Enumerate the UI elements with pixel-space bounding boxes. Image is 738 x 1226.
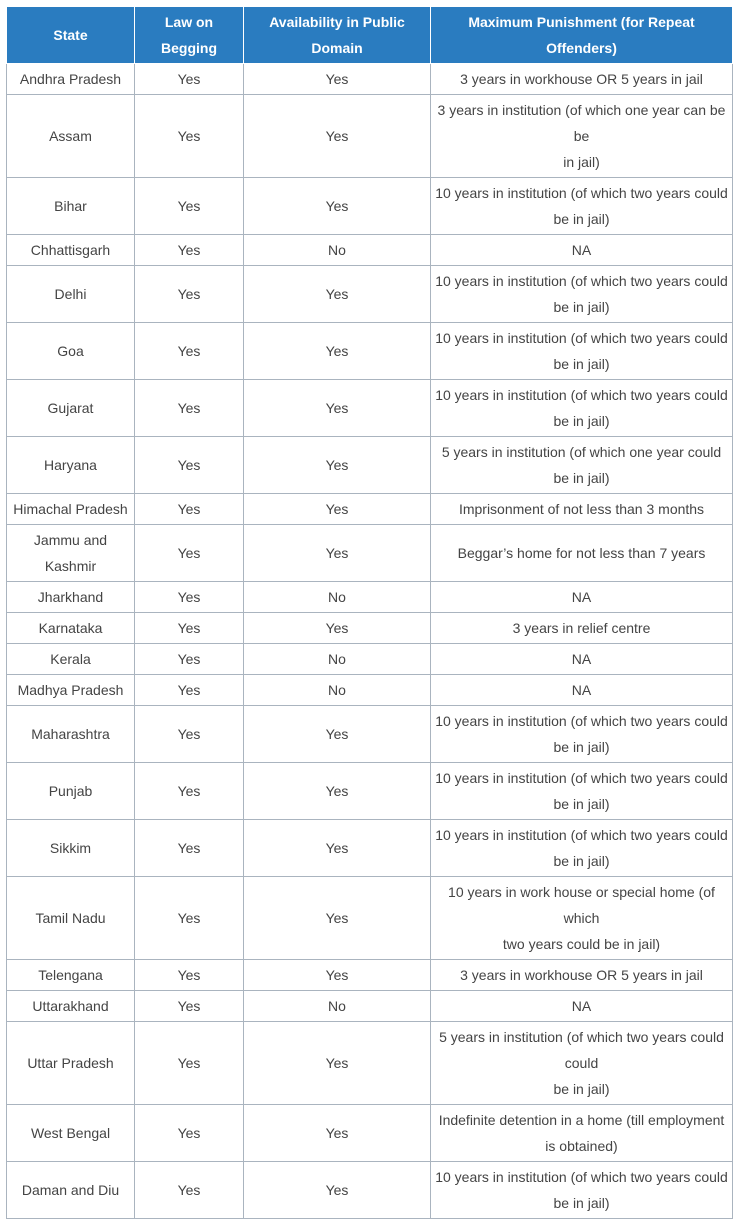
state-cell: Andhra Pradesh (7, 64, 135, 95)
state-cell: Himachal Pradesh (7, 494, 135, 525)
availability-cell: Yes (244, 877, 431, 960)
header-availability: Availability in Public Domain (244, 7, 431, 64)
punishment-cell: 3 years in workhouse OR 5 years in jail (431, 960, 733, 991)
law-cell: Yes (135, 1105, 244, 1162)
header-row (7, 7, 733, 64)
header-law: Law on Begging (135, 7, 244, 64)
availability-cell: Yes (244, 494, 431, 525)
punishment-cell: 10 years in institution (of which two years could be in jail) (431, 1162, 733, 1219)
punishment-cell: 10 years in institution (of which two years could be in jail) (431, 266, 733, 323)
availability-cell: Yes (244, 178, 431, 235)
law-cell: Yes (135, 266, 244, 323)
state-cell: Goa (7, 323, 135, 380)
law-cell: Yes (135, 64, 244, 95)
law-cell: Yes (135, 494, 244, 525)
law-cell: Yes (135, 525, 244, 582)
state-cell: Assam (7, 95, 135, 178)
law-cell: Yes (135, 380, 244, 437)
table-row (7, 706, 733, 763)
state-cell: Maharashtra (7, 706, 135, 763)
state-cell: Telengana (7, 960, 135, 991)
punishment-cell: 10 years in institution (of which two years could be in jail) (431, 820, 733, 877)
state-cell: Sikkim (7, 820, 135, 877)
availability-cell: Yes (244, 763, 431, 820)
punishment-cell: 10 years in institution (of which two years could be in jail) (431, 706, 733, 763)
begging-laws-table (6, 6, 733, 1219)
state-cell: Uttar Pradesh (7, 1022, 135, 1105)
availability-cell: No (244, 582, 431, 613)
punishment-cell: 3 years in workhouse OR 5 years in jail (431, 64, 733, 95)
availability-cell: No (244, 675, 431, 706)
table-row (7, 95, 733, 178)
state-cell: West Bengal (7, 1105, 135, 1162)
table-row (7, 64, 733, 95)
law-cell: Yes (135, 1162, 244, 1219)
table-row (7, 960, 733, 991)
table-row (7, 582, 733, 613)
law-cell: Yes (135, 991, 244, 1022)
availability-cell: Yes (244, 1105, 431, 1162)
table-row (7, 1022, 733, 1105)
punishment-cell: Imprisonment of not less than 3 months (431, 494, 733, 525)
law-cell: Yes (135, 95, 244, 178)
punishment-cell: 10 years in institution (of which two years could be in jail) (431, 380, 733, 437)
availability-cell: Yes (244, 525, 431, 582)
law-cell: Yes (135, 763, 244, 820)
law-cell: Yes (135, 323, 244, 380)
punishment-cell: NA (431, 235, 733, 266)
state-cell: Haryana (7, 437, 135, 494)
table-row (7, 323, 733, 380)
table-row (7, 820, 733, 877)
table-row (7, 877, 733, 960)
law-cell: Yes (135, 644, 244, 675)
law-cell: Yes (135, 706, 244, 763)
punishment-cell: 10 years in institution (of which two years could be in jail) (431, 178, 733, 235)
availability-cell: Yes (244, 323, 431, 380)
availability-cell: Yes (244, 380, 431, 437)
state-cell: Chhattisgarh (7, 235, 135, 266)
table-row (7, 644, 733, 675)
availability-cell: Yes (244, 95, 431, 178)
availability-cell: No (244, 235, 431, 266)
table-row (7, 437, 733, 494)
law-cell: Yes (135, 437, 244, 494)
punishment-cell: 5 years in institution (of which one year could be in jail) (431, 437, 733, 494)
table-row (7, 675, 733, 706)
availability-cell: Yes (244, 1162, 431, 1219)
punishment-cell: Beggar’s home for not less than 7 years (431, 525, 733, 582)
state-cell: Bihar (7, 178, 135, 235)
table-row (7, 235, 733, 266)
law-cell: Yes (135, 235, 244, 266)
availability-cell: Yes (244, 64, 431, 95)
state-cell: Daman and Diu (7, 1162, 135, 1219)
law-cell: Yes (135, 582, 244, 613)
availability-cell: Yes (244, 266, 431, 323)
punishment-cell: 3 years in institution (of which one year can be be in jail) (431, 95, 733, 178)
law-cell: Yes (135, 877, 244, 960)
table-row (7, 1162, 733, 1219)
state-cell: Uttarakhand (7, 991, 135, 1022)
table-row (7, 613, 733, 644)
availability-cell: No (244, 644, 431, 675)
availability-cell: No (244, 991, 431, 1022)
table-row (7, 266, 733, 323)
state-cell: Gujarat (7, 380, 135, 437)
punishment-cell: NA (431, 644, 733, 675)
punishment-cell: Indefinite detention in a home (till employment is obtained) (431, 1105, 733, 1162)
table-row (7, 763, 733, 820)
table-row (7, 494, 733, 525)
law-cell: Yes (135, 820, 244, 877)
law-cell: Yes (135, 675, 244, 706)
table-row (7, 380, 733, 437)
punishment-cell: 10 years in institution (of which two years could be in jail) (431, 323, 733, 380)
table-row (7, 1105, 733, 1162)
state-cell: Punjab (7, 763, 135, 820)
punishment-cell: 5 years in institution (of which two years could could be in jail) (431, 1022, 733, 1105)
availability-cell: Yes (244, 437, 431, 494)
table-row (7, 991, 733, 1022)
state-cell: Jharkhand (7, 582, 135, 613)
state-cell: Jammu and Kashmir (7, 525, 135, 582)
punishment-cell: 3 years in relief centre (431, 613, 733, 644)
table-row (7, 178, 733, 235)
law-cell: Yes (135, 1022, 244, 1105)
punishment-cell: NA (431, 991, 733, 1022)
state-cell: Delhi (7, 266, 135, 323)
law-cell: Yes (135, 178, 244, 235)
state-cell: Tamil Nadu (7, 877, 135, 960)
state-cell: Kerala (7, 644, 135, 675)
availability-cell: Yes (244, 613, 431, 644)
state-cell: Karnataka (7, 613, 135, 644)
punishment-cell: NA (431, 675, 733, 706)
table-row (7, 525, 733, 582)
law-cell: Yes (135, 613, 244, 644)
punishment-cell: 10 years in institution (of which two years could be in jail) (431, 763, 733, 820)
punishment-cell: 10 years in work house or special home (of which two years could be in jail) (431, 877, 733, 960)
law-cell: Yes (135, 960, 244, 991)
availability-cell: Yes (244, 820, 431, 877)
availability-cell: Yes (244, 960, 431, 991)
availability-cell: Yes (244, 1022, 431, 1105)
punishment-cell: NA (431, 582, 733, 613)
availability-cell: Yes (244, 706, 431, 763)
state-cell: Madhya Pradesh (7, 675, 135, 706)
header-state: State (7, 7, 135, 64)
header-punishment: Maximum Punishment (for Repeat Offenders) (431, 7, 733, 64)
